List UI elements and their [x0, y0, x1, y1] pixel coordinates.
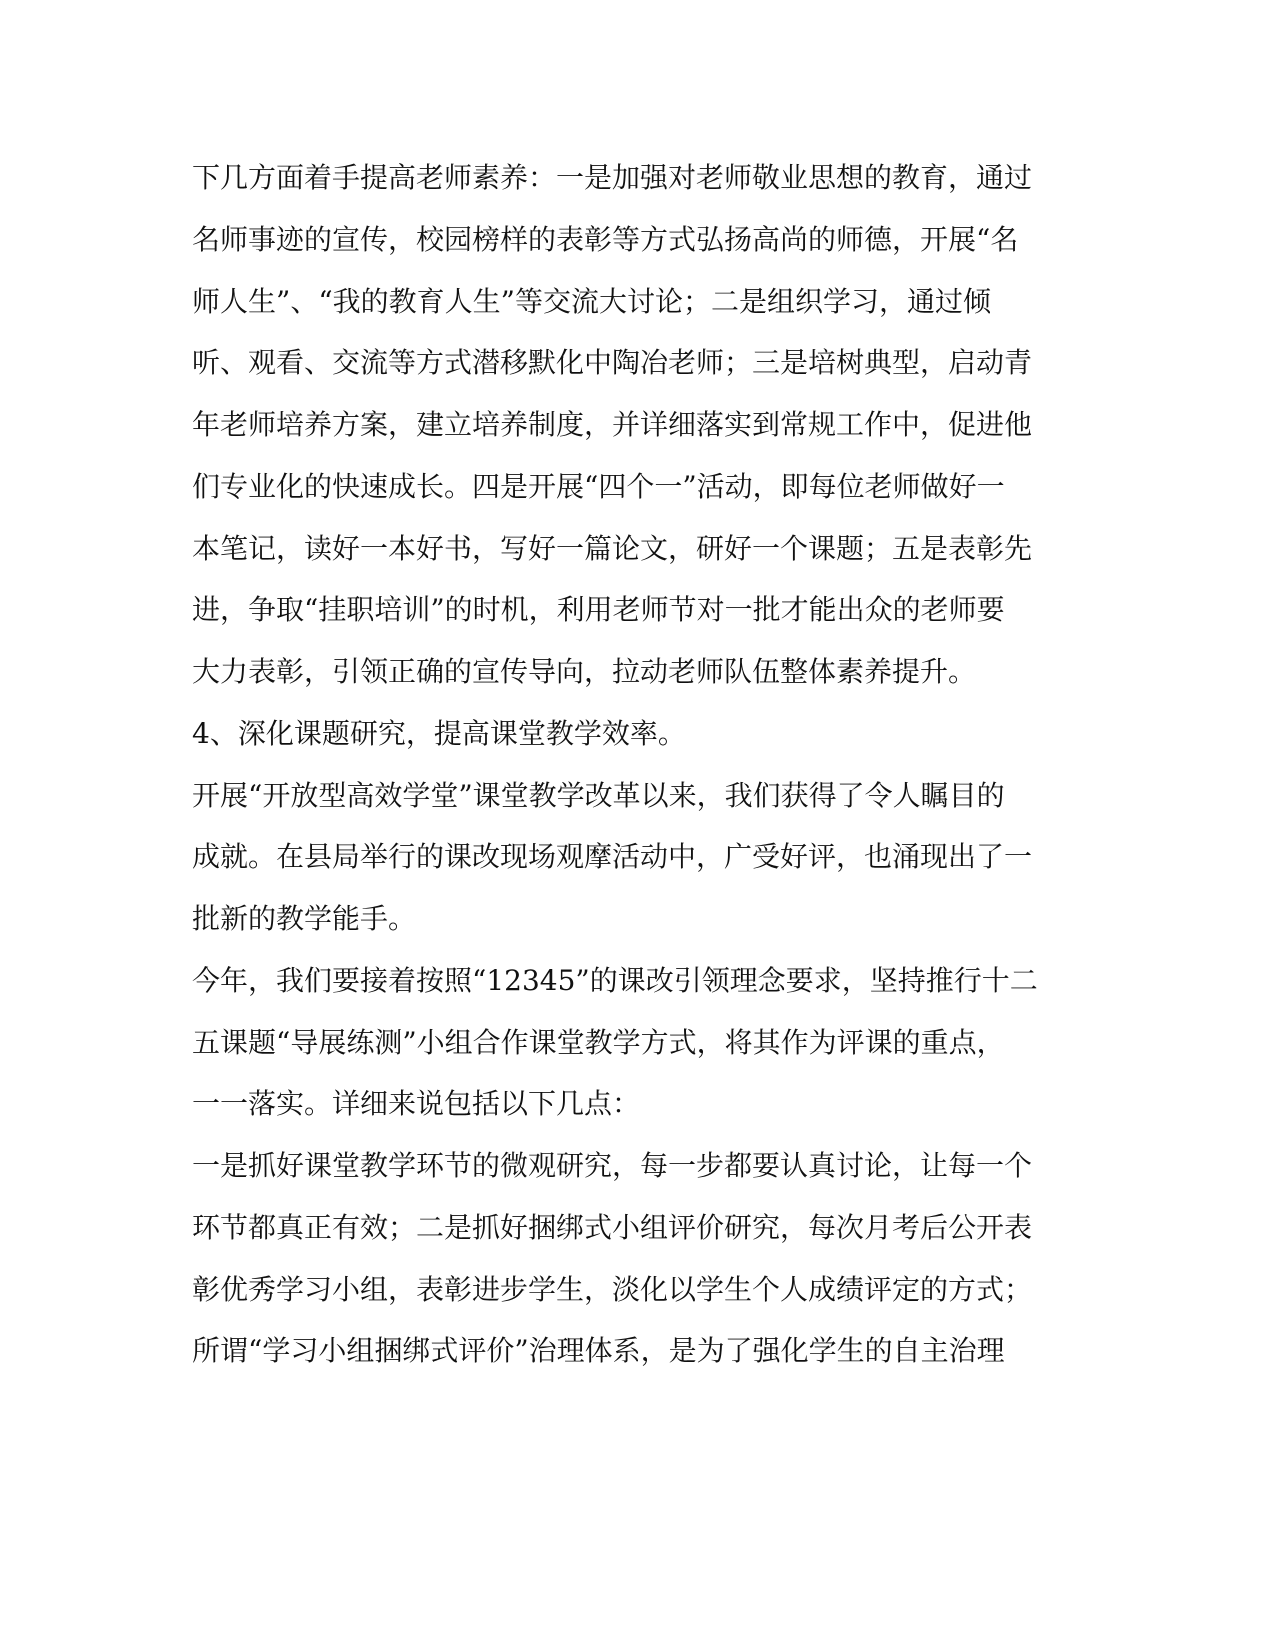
text-line: 批新的教学能手。 [192, 902, 417, 935]
text-line: 五课题“导展练测”小组合作课堂教学方式，将其作为评课的重点， [192, 1026, 1005, 1059]
text-line: 进，争取“挂职培训”的时机，利用老师节对一批才能出众的老师要 [192, 593, 1005, 626]
text-line: 年老师培养方案，建立培养制度，并详细落实到常规工作中，促进他 [192, 408, 1033, 441]
text-line: 一一落实。详细来说包括以下几点： [192, 1087, 641, 1120]
text-line: 师人生”、“我的教育人生”等交流大讨论；二是组织学习，通过倾 [192, 285, 991, 318]
text-line: 所谓“学习小组捆绑式评价”治理体系，是为了强化学生的自主治理 [192, 1334, 1005, 1367]
text-line: 环节都真正有效；二是抓好捆绑式小组评价研究，每次月考后公开表 [192, 1211, 1033, 1244]
text-line: 下几方面着手提高老师素养：一是加强对老师敬业思想的教育，通过 [192, 161, 1033, 194]
text-line: 彰优秀学习小组，表彰进步学生，淡化以学生个人成绩评定的方式； [192, 1273, 1033, 1306]
text-line: 本笔记，读好一本好书，写好一篇论文，研好一个课题；五是表彰先 [192, 532, 1033, 565]
text-line: 成就。在县局举行的课改现场观摩活动中，广受好评，也涌现出了一 [192, 840, 1033, 873]
text-line: 名师事迹的宣传，校园榜样的表彰等方式弘扬高尚的师德，开展“名 [192, 223, 1019, 256]
section-heading: 4、深化课题研究，提高课堂教学效率。 [192, 717, 686, 750]
text-line: 听、观看、交流等方式潜移默化中陶冶老师；三是培树典型，启动青 [192, 346, 1033, 379]
text-line: 开展“开放型高效学堂”课堂教学改革以来，我们获得了令人瞩目的 [192, 779, 1005, 812]
text-line: 一是抓好课堂教学环节的微观研究，每一步都要认真讨论，让每一个 [192, 1149, 1033, 1182]
text-line: 们专业化的快速成长。四是开展“四个一”活动，即每位老师做好一 [192, 470, 1005, 503]
text-line: 今年，我们要接着按照“12345”的课改引领理念要求，坚持推行十二 [192, 964, 1038, 997]
text-line: 大力表彰，引领正确的宣传导向，拉动老师队伍整体素养提升。 [192, 655, 977, 688]
